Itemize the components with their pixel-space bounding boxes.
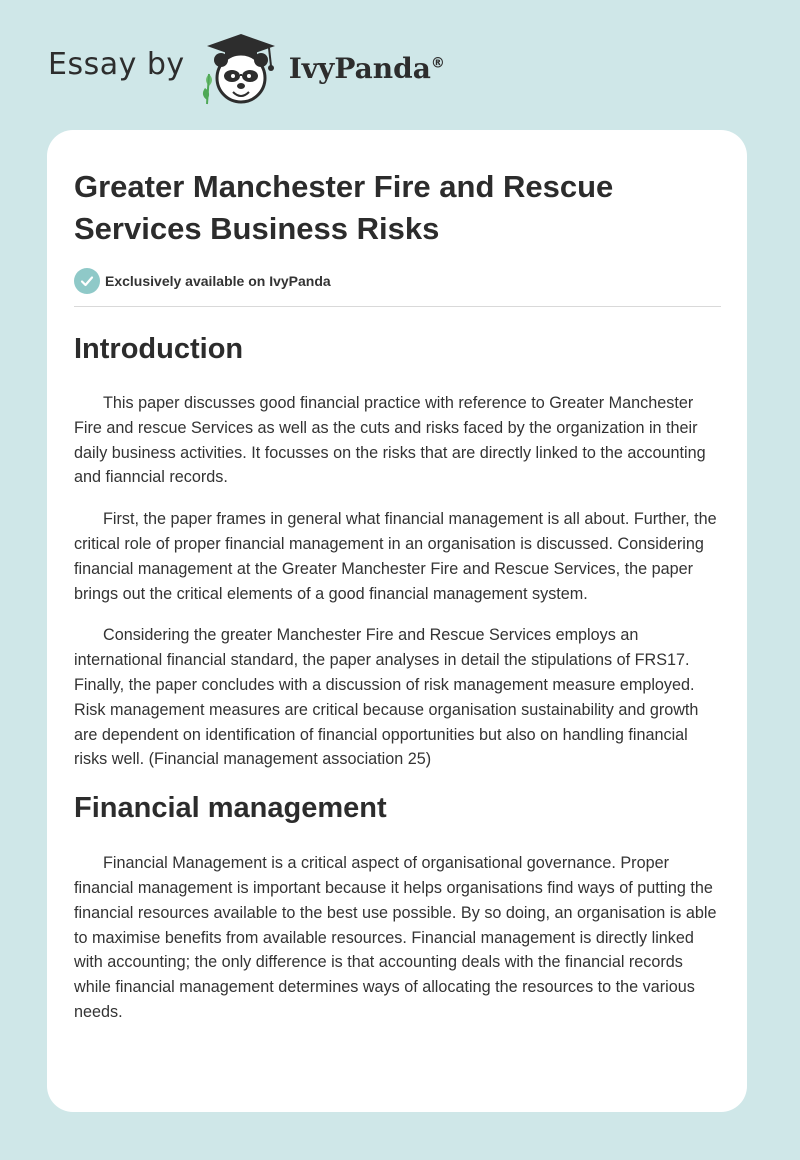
paragraph: Financial Management is a critical aspect of organisational governance. Proper financial management is important because it helps organisations find ways of putting the financial resources available to the best use possible. By so doing, an organisation is able to maximise benefits from available resources. Financial management is directly linked with accounting; the only difference is that accounting deals with the financial records while financial management determines ways of allocating the resources to the various needs.: [74, 854, 717, 1021]
title-divider: [74, 306, 721, 307]
section-heading-financial-management: Financial management: [74, 792, 387, 825]
site-header: [48, 30, 548, 110]
page-title: Greater Manchester Fire and Rescue Services Business Risks: [74, 169, 614, 246]
check-circle-icon: [74, 268, 100, 294]
section-introduction: [74, 391, 721, 772]
panda-graduate-logo-icon: [199, 32, 283, 108]
paragraph: First, the paper frames in general what financial management is all about. Further, the critical role of proper financial management in an organisation is discussed. Considering financial management at the Greater Manchester Fire and Rescue Services, the paper brings out the critical elements of a good financial management system.: [74, 510, 717, 603]
paragraph: This paper discusses good financial practice with reference to Greater Manchester Fire and rescue Services as well as the cuts and risks faced by the organization in their daily business activities. It focusses on the risks that are directly linked to the accounting and fianncial records.: [74, 394, 706, 487]
section-financial-management: [74, 851, 721, 1025]
brand-name: IvyPanda®: [288, 51, 445, 85]
section-heading-introduction: Introduction: [74, 333, 244, 365]
essay-by-label: Essay by: [48, 46, 185, 82]
exclusive-badge: [74, 268, 721, 294]
paragraph: Considering the greater Manchester Fire and Rescue Services employs an international financial standard, the paper analyses in detail the stipulations of FRS17. Finally, the paper concludes with a discussion of risk management measure employed. Risk management measures are critical because organisation sustainability and growth are dependent on identification of financial opportunities but also on handling financial risks well. (Financial management association 25): [74, 626, 699, 769]
registered-mark: ®: [430, 55, 445, 72]
ivypanda-logo[interactable]: [199, 32, 445, 108]
article-card: [47, 130, 747, 1112]
exclusive-label: Exclusively available on IvyPanda: [105, 273, 331, 289]
